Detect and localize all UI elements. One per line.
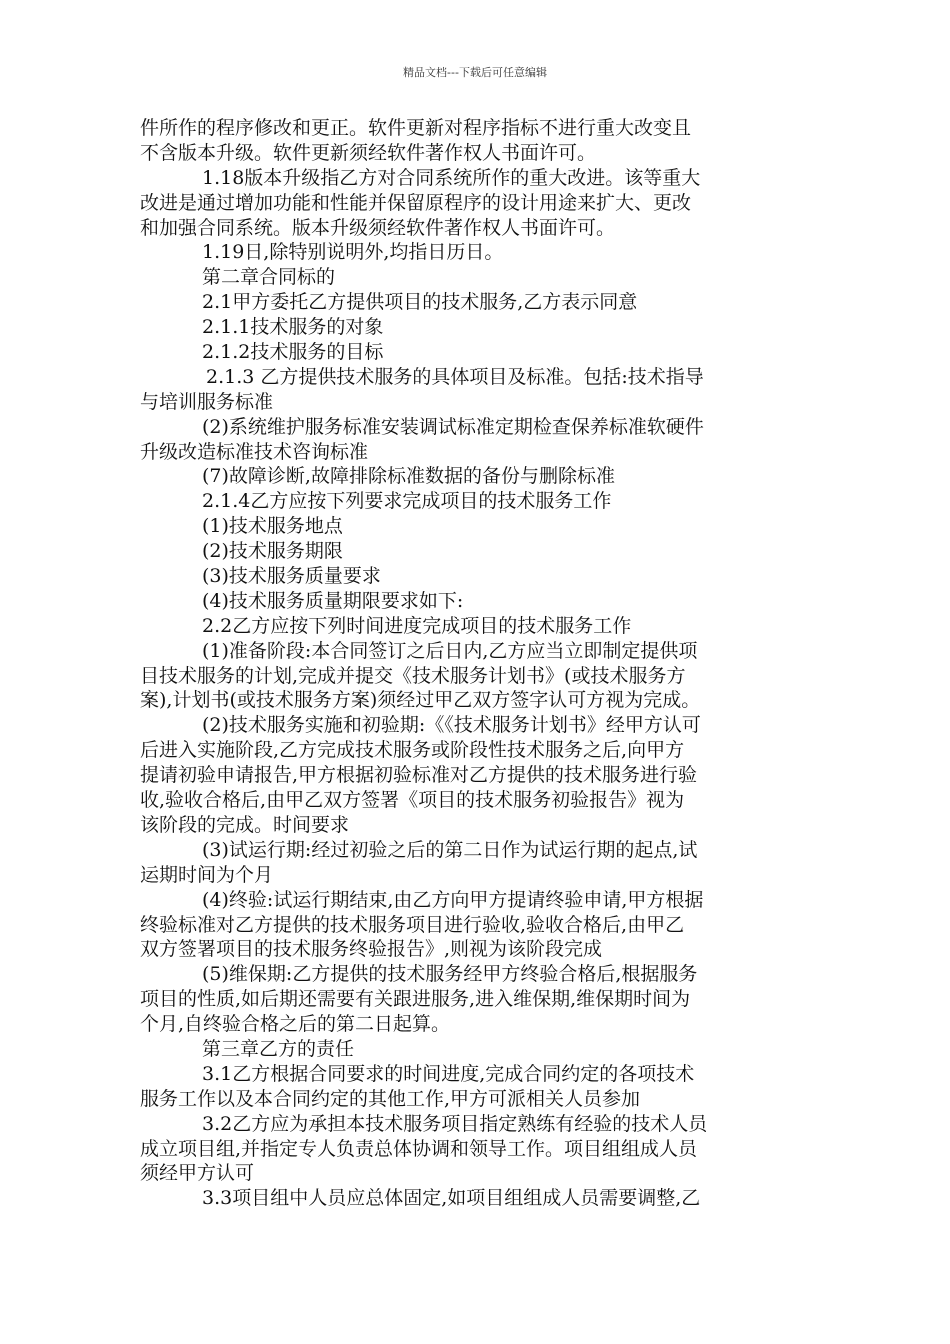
text-line: 目技术服务的计划,完成并提交《技术服务计划书》(或技术服务方: [140, 664, 686, 687]
text-line: 2.1.1技术服务的对象: [202, 316, 384, 339]
text-line: 运期时间为个月: [140, 863, 274, 886]
document-body: [140, 116, 810, 1211]
text-line: 收,验收合格后,由甲乙双方签署《项目的技术服务初验报告》视为: [140, 789, 685, 812]
text-line: 2.1.2技术服务的目标: [202, 341, 384, 364]
text-line: 双方签署项目的技术服务终验报告》,则视为该阶段完成: [140, 938, 603, 961]
text-line: 件所作的程序修改和更正。软件更新对程序指标不进行重大改变且: [140, 117, 692, 139]
text-line: 2.1.3 乙方提供技术服务的具体项目及标准。包括:技术指导: [206, 365, 704, 388]
text-line: 须经甲方认可: [140, 1162, 255, 1185]
text-line: 提请初验申请报告,甲方根据初验标准对乙方提供的技术服务进行验: [140, 764, 698, 787]
text-line: (2)系统维护服务标准安装调试标准定期检查保养标准软硬件: [202, 415, 704, 438]
text-line: 3.3项目组中人员应总体固定,如项目组组成人员需要调整,乙: [202, 1187, 701, 1210]
text-line: (1)准备阶段:本合同签订之后日内,乙方应当立即制定提供项: [202, 639, 698, 662]
text-line: 不含版本升级。软件更新须经软件著作权人书面许可。: [140, 141, 597, 164]
text-line: (3)试运行期:经过初验之后的第二日作为试运行期的起点,试: [202, 838, 698, 861]
text-line: 和加强合同系统。版本升级须经软件著作权人书面许可。: [140, 216, 616, 239]
text-line: 1.18版本升级指乙方对合同系统所作的重大改进。该等重大: [202, 166, 701, 189]
text-line: 2.1甲方委托乙方提供项目的技术服务,乙方表示同意: [202, 291, 638, 314]
text-line: (7)故障诊断,故障排除标准数据的备份与删除标准: [202, 465, 615, 488]
text-line: (1)技术服务地点: [202, 515, 343, 538]
text-line: 第二章合同标的: [202, 266, 336, 289]
text-line: 项目的性质,如后期还需要有关跟进服务,进入维保期,维保期时间为: [140, 988, 691, 1011]
text-line: 与培训服务标准: [140, 390, 274, 413]
text-line: 服务工作以及本合同约定的其他工作,甲方可派相关人员参加: [140, 1087, 641, 1110]
text-line: (2)技术服务期限: [202, 540, 343, 563]
text-line: 改进是通过增加功能和性能并保留原程序的设计用途来扩大、更改: [140, 191, 692, 214]
text-line: 2.1.4乙方应按下列要求完成项目的技术服务工作: [202, 490, 612, 513]
text-line: 1.19日,除特别说明外,均指日历日。: [202, 241, 504, 264]
text-line: (4)技术服务质量期限要求如下:: [202, 589, 464, 612]
text-line: 该阶段的完成。时间要求: [140, 813, 350, 836]
page-header: 精品文档---下载后可任意编辑: [403, 66, 547, 79]
text-line: 成立项目组,并指定专人负责总体协调和领导工作。项目组组成人员: [140, 1137, 698, 1160]
text-line: 第三章乙方的责任: [202, 1037, 355, 1060]
text-line: 3.1乙方根据合同要求的时间进度,完成合同约定的各项技术: [202, 1062, 695, 1085]
text-line: 终验标准对乙方提供的技术服务项目进行验收,验收合格后,由甲乙: [140, 913, 685, 936]
text-line: 后进入实施阶段,乙方完成技术服务或阶段性技术服务之后,向甲方: [140, 739, 685, 762]
text-line: (5)维保期:乙方提供的技术服务经甲方终验合格后,根据服务: [202, 963, 698, 986]
text-line: 2.2乙方应按下列时间进度完成项目的技术服务工作: [202, 614, 632, 637]
text-line: (3)技术服务质量要求: [202, 565, 381, 588]
text-line: (4)终验:试运行期结束,由乙方向甲方提请终验申请,甲方根据: [202, 888, 704, 911]
text-line: (2)技术服务实施和初验期:《《技术服务计划书》经甲方认可: [202, 714, 701, 737]
text-line: 升级改造标准技术咨询标准: [140, 440, 369, 463]
text-line: 3.2乙方应为承担本技术服务项目指定熟练有经验的技术人员: [202, 1112, 708, 1135]
text-line: 案),计划书(或技术服务方案)须经过甲乙双方签字认可方视为完成。: [140, 689, 701, 712]
text-line: 个月,自终验合格之后的第二日起算。: [140, 1013, 451, 1036]
